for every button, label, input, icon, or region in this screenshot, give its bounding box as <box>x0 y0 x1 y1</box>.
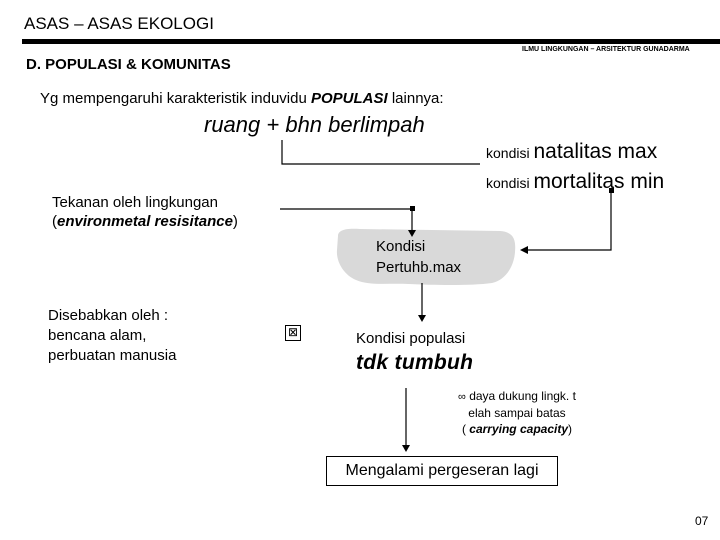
cause-symbol-icon: ⊠ <box>285 325 301 341</box>
space-condition: ruang + bhn berlimpah <box>204 112 425 137</box>
cause-text: Disebabkan oleh : bencana alam, perbuatan manusia <box>48 307 177 364</box>
intro-suffix: lainnya: <box>391 90 444 107</box>
no-growth-label: tdk tumbuh <box>356 351 474 374</box>
mortality-label: mortalitas min <box>533 170 665 193</box>
capacity-term: carrying capacity <box>469 422 568 436</box>
space-connector <box>282 140 480 164</box>
mortality-connector <box>528 193 611 250</box>
mortality-prefix: kondisi <box>486 175 530 191</box>
section-title: D. POPULASI & KOMUNITAS <box>26 56 231 73</box>
capacity-line1: ∞ daya dukung lingk. t <box>458 389 576 403</box>
intro-prefix: Yg mempengaruhi karakteristik induvidu <box>40 90 307 107</box>
natality-prefix: kondisi <box>486 145 530 161</box>
page-number: 07 <box>695 514 709 528</box>
natality-row <box>486 140 657 164</box>
infinity-icon: ∞ <box>458 391 466 403</box>
natality-label: natalitas max <box>533 140 658 163</box>
capacity-line3: ( carrying capacity) <box>461 422 572 436</box>
intro-emphasis: POPULASI <box>310 90 388 107</box>
max-growth-label: Kondisi Pertuhb.max <box>376 238 462 276</box>
mortality-row <box>486 170 664 194</box>
pressure-line1: Tekanan oleh lingkungan <box>52 194 218 211</box>
page-title: ASAS – ASAS EKOLOGI <box>24 14 214 33</box>
pressure-term: environmetal resisitance <box>57 213 233 230</box>
pressure-line2: (environmetal resisitance) <box>52 213 238 230</box>
course-label: ILMU LINGKUNGAN – ARSITEKTUR GUNADARMA <box>522 46 690 53</box>
shift-box: Mengalami pergeseran lagi <box>326 456 558 486</box>
environment-pressure <box>52 193 238 231</box>
carrying-capacity-text: ∞ daya dukung lingk. t elah sampai batas ( carrying capacity) <box>458 389 576 436</box>
pressure-node <box>410 206 415 211</box>
population-condition: Kondisi populasi <box>356 330 466 347</box>
